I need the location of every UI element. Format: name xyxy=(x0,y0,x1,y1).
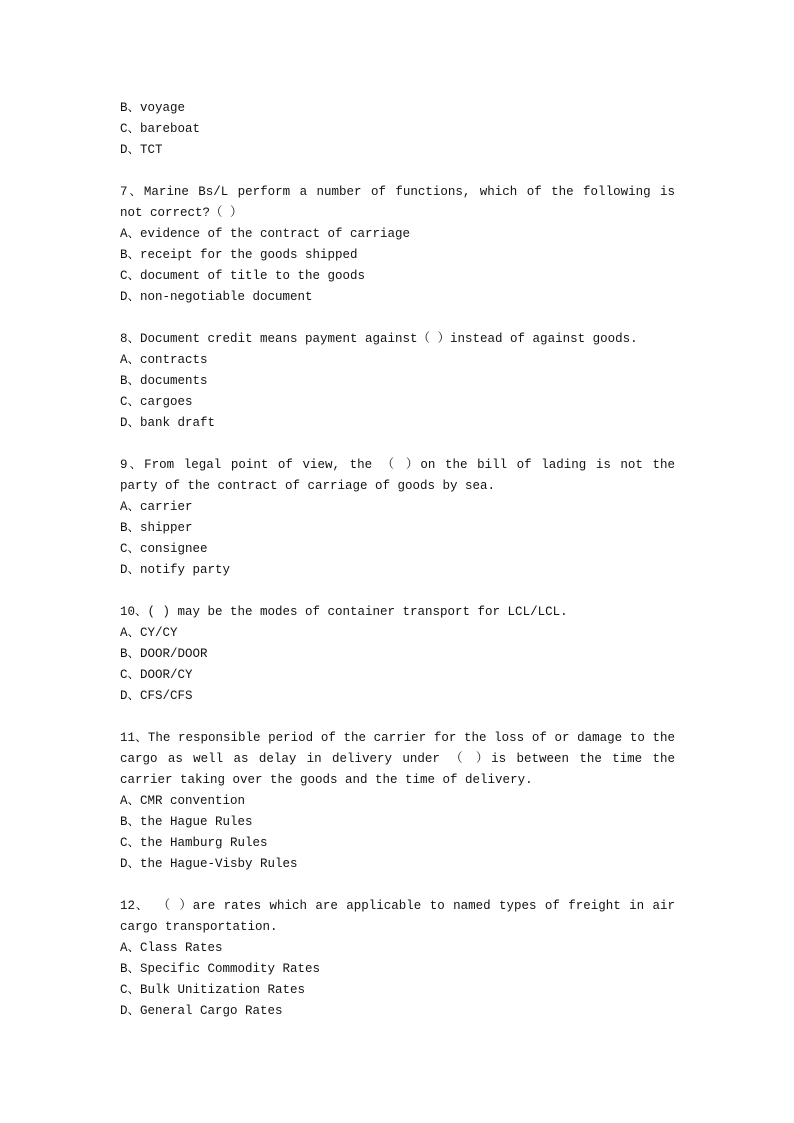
exam-page xyxy=(120,98,675,1022)
option-b: B、shipper xyxy=(120,521,193,535)
option-c: C、cargoes xyxy=(120,395,193,409)
question-stem: 12、 （ ）are rates which are applicable to named types of freight in air cargo transportation. xyxy=(120,899,675,934)
option-c: C、Bulk Unitization Rates xyxy=(120,983,306,997)
question-8 xyxy=(120,329,675,434)
option-d: D、non-negotiable document xyxy=(120,290,313,304)
question-9 xyxy=(120,455,675,581)
question-stem: 9、From legal point of view, the （ ）on the bill of lading is not the party of the contract of carriage of goods by sea. xyxy=(120,458,675,493)
question-fragment xyxy=(120,98,675,161)
option-d: D、CFS/CFS xyxy=(120,689,193,703)
question-stem: 10、( ) may be the modes of container transport for LCL/LCL. xyxy=(120,605,568,619)
option-c: C、DOOR/CY xyxy=(120,668,193,682)
spacer xyxy=(120,581,675,602)
question-stem: 11、The responsible period of the carrier for the loss of or damage to the cargo as well as delay in delivery under （ ）is between the time the carrier taking over the goods and the time of delivery. xyxy=(120,731,675,787)
spacer xyxy=(120,308,675,329)
option-d: D、General Cargo Rates xyxy=(120,1004,283,1018)
option-b: B、DOOR/DOOR xyxy=(120,647,208,661)
option-b: B、voyage xyxy=(120,101,186,115)
option-a: A、CMR convention xyxy=(120,794,246,808)
option-a: A、Class Rates xyxy=(120,941,223,955)
option-b: B、Specific Commodity Rates xyxy=(120,962,321,976)
spacer xyxy=(120,161,675,182)
question-12 xyxy=(120,896,675,1022)
spacer xyxy=(120,875,675,896)
spacer xyxy=(120,434,675,455)
question-10 xyxy=(120,602,675,707)
option-d: D、notify party xyxy=(120,563,231,577)
question-stem: 8、Document credit means payment against（ ）instead of against goods. xyxy=(120,332,638,346)
question-11 xyxy=(120,728,675,875)
spacer xyxy=(120,707,675,728)
option-b: B、the Hague Rules xyxy=(120,815,253,829)
option-c: C、document of title to the goods xyxy=(120,269,366,283)
option-d: D、the Hague-Visby Rules xyxy=(120,857,298,871)
option-b: B、documents xyxy=(120,374,208,388)
option-c: C、the Hamburg Rules xyxy=(120,836,268,850)
option-d: D、bank draft xyxy=(120,416,216,430)
option-c: C、consignee xyxy=(120,542,208,556)
option-a: A、CY/CY xyxy=(120,626,178,640)
question-7 xyxy=(120,182,675,308)
option-a: A、carrier xyxy=(120,500,193,514)
option-c: C、bareboat xyxy=(120,122,201,136)
option-d: D、TCT xyxy=(120,143,163,157)
option-b: B、receipt for the goods shipped xyxy=(120,248,358,262)
question-stem: 7、Marine Bs/L perform a number of functions, which of the following is not correct?（ ） xyxy=(120,185,675,220)
option-a: A、contracts xyxy=(120,353,208,367)
option-a: A、evidence of the contract of carriage xyxy=(120,227,411,241)
